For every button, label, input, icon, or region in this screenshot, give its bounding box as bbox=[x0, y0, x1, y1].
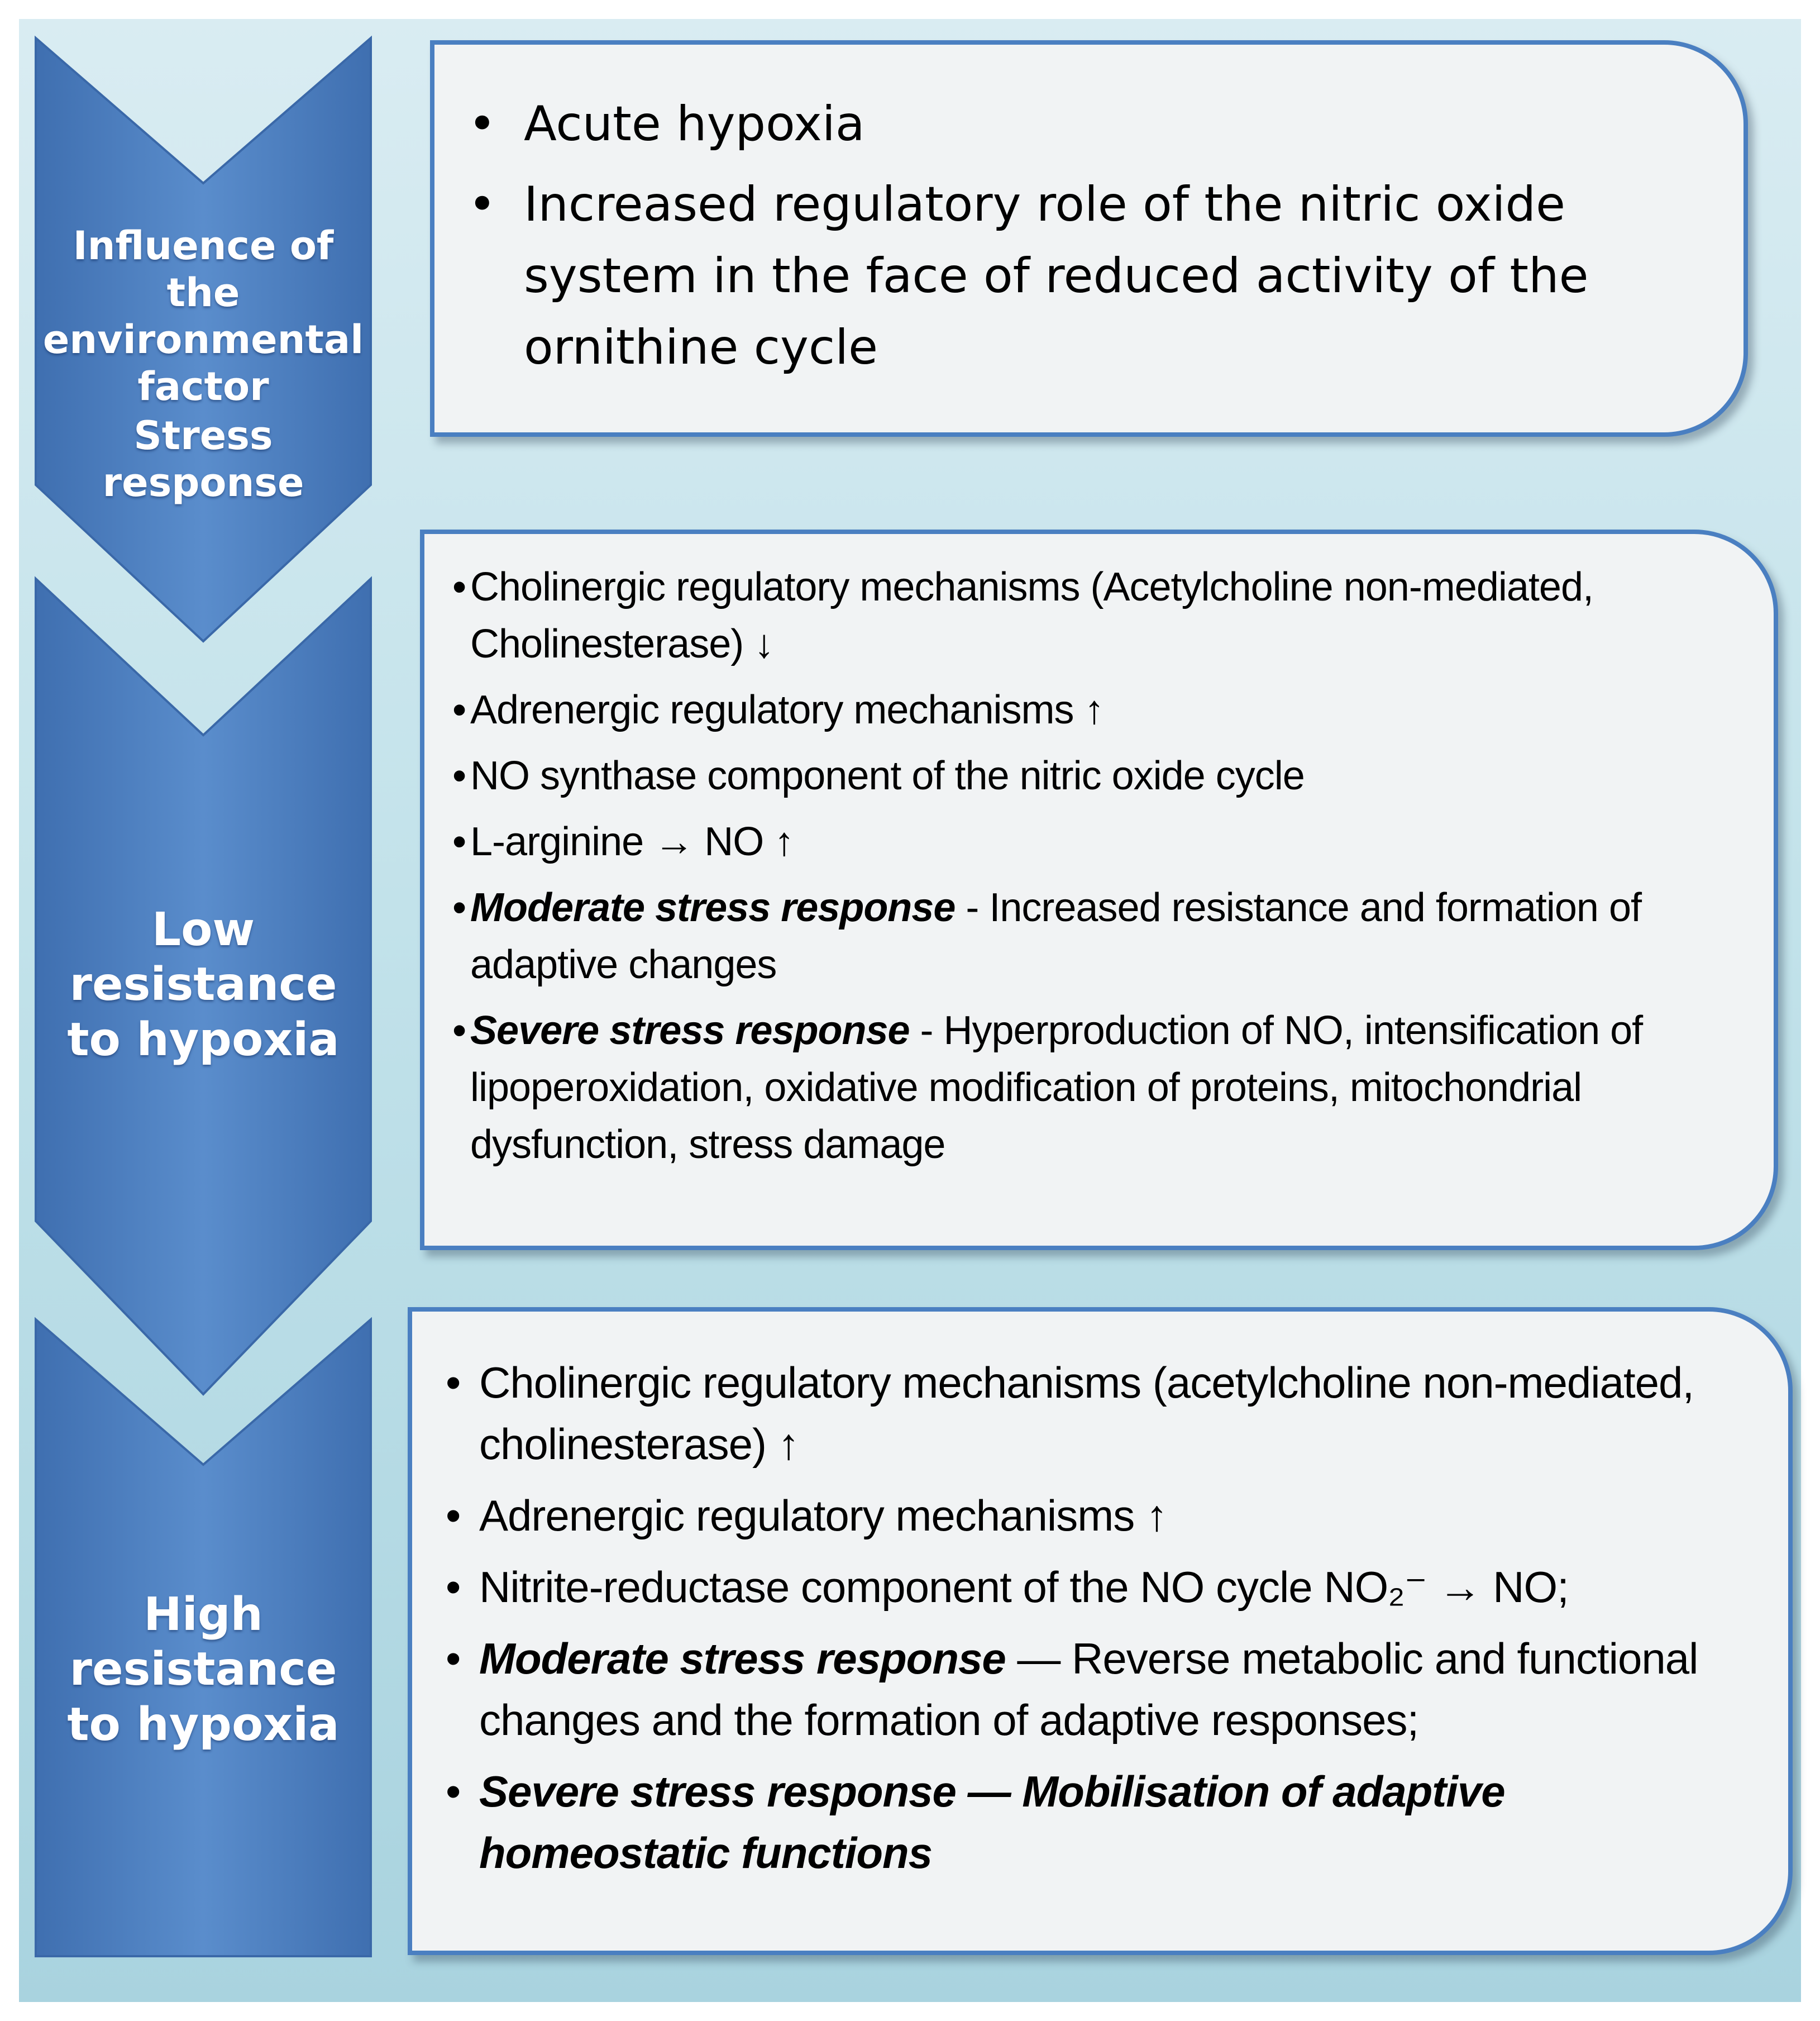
bullet-icon: • bbox=[452, 754, 466, 798]
bullet-icon: • bbox=[452, 819, 466, 864]
bullet-icon: • bbox=[468, 96, 496, 152]
item-text: L-arginine → NO ↑ bbox=[470, 819, 794, 864]
chevron-stage-3 bbox=[36, 1319, 371, 1956]
stage-3-box bbox=[408, 1307, 1793, 1955]
stage-2-label-line: to hypoxia bbox=[67, 1013, 340, 1066]
stage-2-label bbox=[36, 903, 371, 1067]
bullet-icon: • bbox=[446, 1634, 461, 1683]
list-item bbox=[452, 1002, 1740, 1173]
bullet-icon: • bbox=[446, 1562, 461, 1612]
stage-1-box bbox=[430, 40, 1748, 437]
list-item bbox=[446, 1352, 1760, 1475]
list-item bbox=[452, 813, 1740, 870]
list-item bbox=[452, 681, 1740, 738]
stage-3-label bbox=[36, 1588, 371, 1752]
item-text: Cholinergic regulatory mechanisms (acetylcholine non-mediated, cholinesterase) ↑ bbox=[479, 1358, 1694, 1469]
stage-3-label-line: High resistance bbox=[69, 1588, 337, 1696]
item-text: NO synthase component of the nitric oxide cycle bbox=[470, 754, 1305, 798]
list-item bbox=[446, 1485, 1760, 1546]
item-text: Acute hypoxia bbox=[524, 96, 865, 152]
item-text: Cholinergic regulatory mechanisms (Acetylcholine non-mediated, Cholinesterase) ↓ bbox=[470, 565, 1593, 666]
list-item bbox=[446, 1761, 1760, 1884]
item-text: Increased regulatory role of the nitric oxide system in the face of reduced activity of the ornithine cycle bbox=[524, 177, 1589, 375]
list-item bbox=[468, 169, 1721, 383]
list-item bbox=[452, 559, 1740, 673]
item-lead: Moderate stress response bbox=[470, 885, 956, 930]
chevron-stage-2 bbox=[36, 579, 371, 1394]
bullet-icon: • bbox=[452, 688, 466, 732]
stage-1-list bbox=[468, 88, 1721, 383]
item-lead: Severe stress response — Mobilisation of adaptive homeostatic functions bbox=[479, 1767, 1505, 1877]
list-item bbox=[446, 1556, 1760, 1618]
item-text: Adrenergic regulatory mechanisms ↑ bbox=[470, 688, 1104, 732]
bullet-icon: • bbox=[446, 1767, 461, 1816]
list-item bbox=[446, 1628, 1760, 1751]
bullet-icon: • bbox=[446, 1491, 461, 1540]
list-item bbox=[468, 88, 1721, 160]
stage-1-sublabel: Stress response bbox=[102, 413, 304, 506]
chevron-stage-1 bbox=[36, 38, 371, 641]
item-lead: Severe stress response bbox=[470, 1008, 910, 1053]
stage-1-label bbox=[36, 222, 371, 410]
stage-1-label-line: Influence of the bbox=[73, 223, 334, 316]
item-text: - Increased resistance and formation of adaptive changes bbox=[470, 885, 1642, 987]
bullet-icon: • bbox=[452, 885, 466, 930]
stage-2-box bbox=[420, 530, 1778, 1250]
stage-2-label-line: Low resistance bbox=[69, 903, 337, 1012]
item-text: Adrenergic regulatory mechanisms ↑ bbox=[479, 1491, 1167, 1540]
stage-3-list bbox=[446, 1352, 1760, 1884]
bullet-icon: • bbox=[452, 1008, 466, 1053]
item-text: - Hyperproduction of NO, intensification of lipoperoxidation, oxidative modification of proteins, mitochondrial dysfunction, stress damage bbox=[470, 1008, 1643, 1167]
bullet-icon: • bbox=[468, 177, 496, 232]
stage-1-label-line: environmental bbox=[42, 317, 364, 363]
item-text: Nitrite-reductase component of the NO cycle NO₂⁻ → NO; bbox=[479, 1562, 1569, 1612]
stage-1-label-line: factor bbox=[137, 364, 269, 409]
item-lead: Moderate stress response bbox=[479, 1634, 1006, 1683]
item-text: — Reverse metabolic and functional changes and the formation of adaptive responses; bbox=[479, 1634, 1698, 1744]
stage-2-list bbox=[452, 559, 1740, 1173]
list-item bbox=[452, 879, 1740, 993]
bullet-icon: • bbox=[446, 1358, 461, 1407]
bullet-icon: • bbox=[452, 565, 466, 609]
stage-3-label-line: to hypoxia bbox=[67, 1698, 340, 1751]
list-item bbox=[452, 747, 1740, 804]
